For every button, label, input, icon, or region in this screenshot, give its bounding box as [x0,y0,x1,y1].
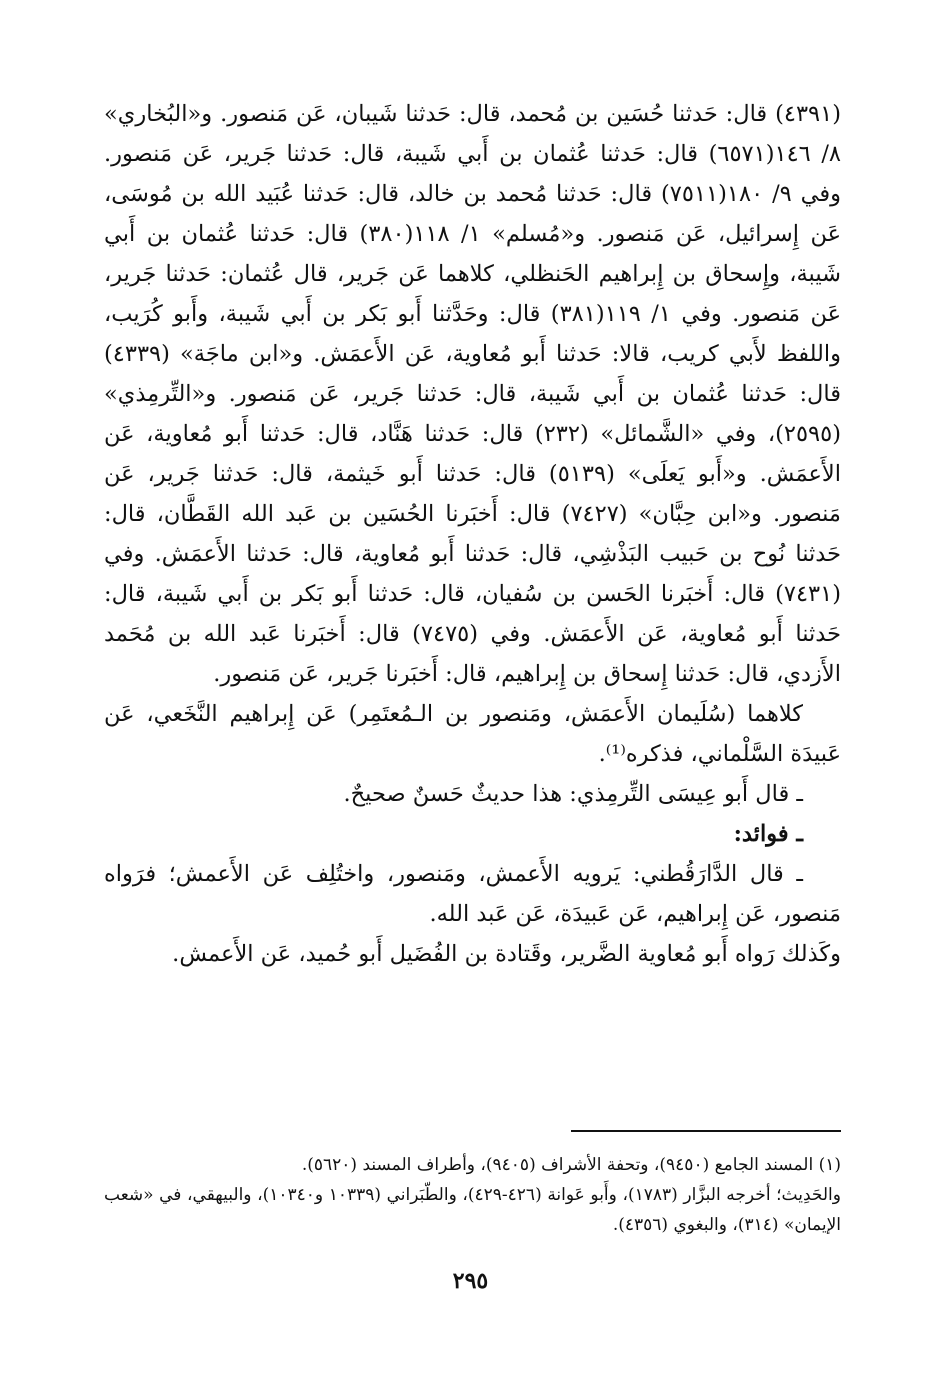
footnotes [104,1150,841,1240]
footnote-1: (١) المسند الجامع (٩٤٥٠)، وتحفة الأشراف (٩٤٠٥)، وأطراف المسند (٥٦٢٠). [301,1155,841,1175]
paragraph-also-narrated: وكَذلك رَواه أَبو مُعاوية الضَّرير، وقَتادة بن الفُضَيل أَبو حُميد، عَن الأَعمش. [172,941,841,967]
main-text [104,94,841,974]
paragraph-tirmidhi-grading: ـ قال أَبو عِيسَى التِّرمِذي: هذا حديثٌ حَسنٌ صحيحٌ. [343,781,803,807]
footnote-divider [571,1130,841,1132]
paragraph-daraqutni: ـ قال الدَّارَقُطني: يَرويه الأَعمش، ومَنصور، واختُلِف عَن الأَعمش؛ فرَواه مَنصور، عَن إِبراهيم، عَن عَبيدَة، عَن عَبد الله. [104,861,841,927]
heading-benefits: ـ فوائد: [733,821,803,847]
paragraph-both-narrators: كلاهما (سُلَيمان الأَعمَش، ومَنصور بن الـمُعتَمِر) عَن إِبراهيم النَّخَعي، عَن عَبيدَة السَّلْماني، فذكره⁽¹⁾. [104,701,841,767]
paragraph-isnad-list: (٤٣٩١) قال: حَدثنا حُسَين بن مُحمد، قال: حَدثنا شَيبان، عَن مَنصور. و«البُخاري» ٨/ ١٤٦(٦٥٧١) قال: حَدثنا عُثمان بن أَبي شَيبة، قال: حَدثنا جَرير، عَن مَنصور. وفي ٩/ ١٨٠(٧٥١١) قال: حَدثنا مُحمد بن خالد، قال: حَدثنا عُبَيد الله بن مُوسَى، عَن إِسرائيل، عَن مَنصور. و«مُسلم» ١/ ١١٨(٣٨٠) قال: حَدثنا عُثمان بن أَبي شَيبة، وإِسحاق بن إِبراهيم الحَنظلي، كلاهما عَن جَرير، قال عُثمان: حَدثنا جَرير، عَن مَنصور. وفي ١/ ١١٩(٣٨١) قال: وحَدَّثنا أَبو بَكر بن أَبي شَيبة، وأَبو كُرَيب، واللفظ لأَبي كريب، قالا: حَدثنا أَبو مُعاوية، عَن الأَعمَش. و«ابن ماجَة» (٤٣٣٩) قال: حَدثنا عُثمان بن أَبي شَيبة، قال: حَدثنا جَرير، عَن مَنصور. و«التِّرمِذي» (٢٥٩٥)، وفي «الشَّمائل» (٢٣٢) قال: حَدثنا هَنَّاد، قال: حَدثنا أَبو مُعاوية، عَن الأَعمَش. و«أَبو يَعلَى» (٥١٣٩) قال: حَدثنا أَبو خَيثمة، قال: حَدثنا جَرير، عَن مَنصور. و«ابن حِبَّان» (٧٤٢٧) قال: أَخبَرنا الحُسَين بن عَبد الله القَطَّان، قال: حَدثنا نُوح بن حَبيب البَذْشِي، قال: حَدثنا أَبو مُعاوية، قال: حَدثنا الأَعمَش. وفي (٧٤٣١) قال: أَخبَرنا الحَسن بن سُفيان، قال: حَدثنا أَبو بَكر بن أَبي شَيبة، قال: حَدثنا أَبو مُعاوية، عَن الأَعمَش. وفي (٧٤٧٥) قال: أَخبَرنا عَبد الله بن مُحَمد الأَزدي، قال: حَدثنا إِسحاق بن إِبراهيم، قال: أَخبَرنا جَرير، عَن مَنصور. [104,101,842,687]
footnote-1-continued: والحَدِيث؛ أخرجه البزَّار (١٧٨٣)، وأَبو عَوانة (٤٢٦-٤٢٩)، والطّبَراني (١٠٣٣٩ و١٠٣٤٠)، والبيهقي، في «شعب الإيمان» (٣١٤)، والبغوي (٤٣٥٦). [104,1185,841,1235]
page-number: ٢٩٥ [452,1268,489,1294]
